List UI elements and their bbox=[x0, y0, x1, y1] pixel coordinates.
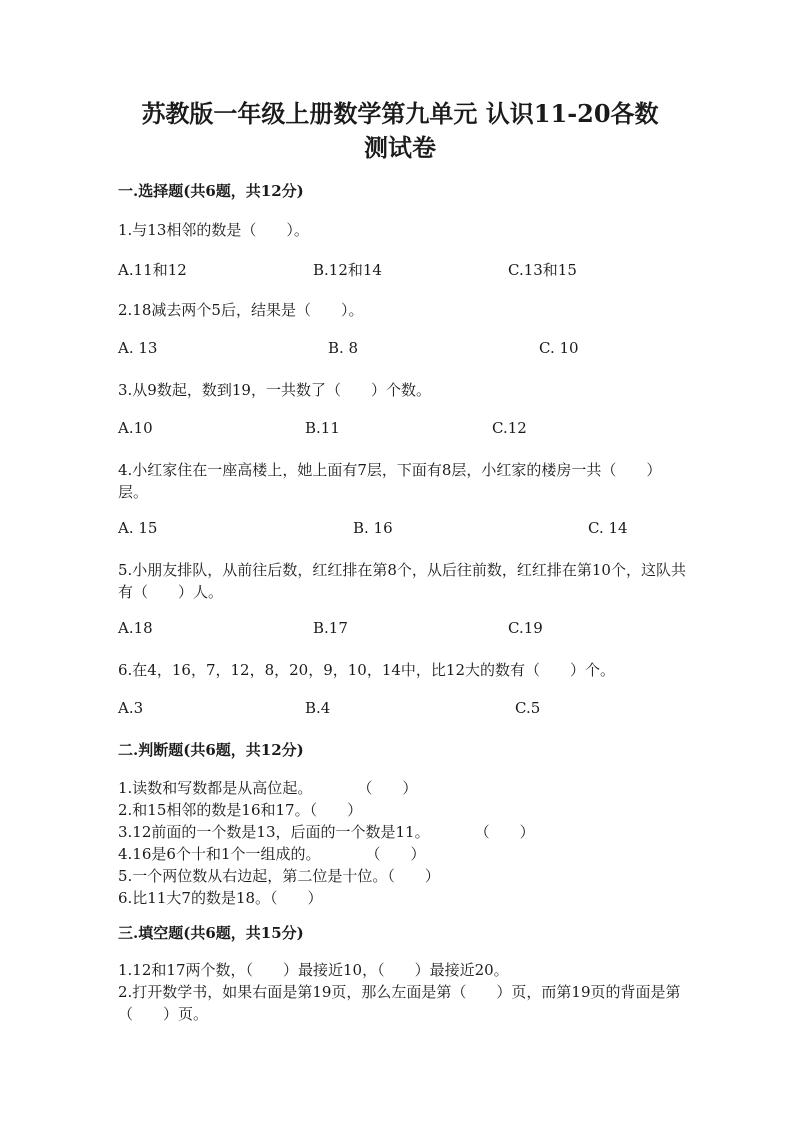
judgment-item: 3.12前面的一个数是13，后面的一个数是11。 （ ） bbox=[118, 823, 535, 841]
question-text: 4.小红家住在一座高楼上，她上面有7层，下面有8层，小红家的楼房一共（ ）层。 bbox=[118, 461, 662, 501]
section-heading-fill: 三.填空题(共6题，共15分) bbox=[118, 924, 304, 942]
option-b: B.4 bbox=[305, 699, 331, 717]
question-text: 3.从9数起，数到19，一共数了（ ）个数。 bbox=[118, 381, 431, 399]
question-text: 2.18减去两个5后，结果是（ ）。 bbox=[118, 301, 364, 319]
option-c: C.19 bbox=[508, 619, 543, 637]
option-a: A.3 bbox=[118, 699, 144, 717]
option-b: B.11 bbox=[305, 419, 340, 437]
judgment-item: 4.16是6个十和1个一组成的。 （ ） bbox=[118, 845, 426, 863]
option-b: B.17 bbox=[313, 619, 348, 637]
judgment-item: 2.和15相邻的数是16和17。（ ） bbox=[118, 801, 363, 819]
judgment-item: 6.比11大7的数是18。（ ） bbox=[118, 889, 323, 907]
option-a: A. 13 bbox=[118, 339, 158, 357]
option-b: B. 16 bbox=[353, 519, 393, 537]
option-c: C.5 bbox=[515, 699, 541, 717]
fill-item: 2.打开数学书，如果右面是第19页，那么左面是第（ ）页，而第19页的背面是第（ ）页。 bbox=[118, 983, 681, 1023]
option-c: C.12 bbox=[492, 419, 527, 437]
question-text: 1.与13相邻的数是（ ）。 bbox=[118, 221, 309, 239]
option-b: B.12和14 bbox=[313, 261, 382, 279]
option-c: C. 14 bbox=[588, 519, 628, 537]
judgment-item: 5.一个两位数从右边起，第二位是十位。（ ） bbox=[118, 867, 440, 885]
judgment-item: 1.读数和写数都是从高位起。 （ ） bbox=[118, 779, 418, 797]
option-b: B. 8 bbox=[328, 339, 359, 357]
option-a: A.18 bbox=[118, 619, 153, 637]
option-a: A. 15 bbox=[118, 519, 158, 537]
section-heading-choice: 一.选择题(共6题，共12分) bbox=[118, 182, 304, 200]
page-title-line2: 测试卷 bbox=[364, 133, 436, 162]
question-text: 6.在4，16，7，12，8，20，9，10，14中，比12大的数有（ ）个。 bbox=[118, 661, 616, 679]
option-a: A.10 bbox=[118, 419, 153, 437]
option-c: C.13和15 bbox=[508, 261, 577, 279]
page-title: 苏教版一年级上册数学第九单元 认识11-20各数 bbox=[141, 99, 659, 128]
option-c: C. 10 bbox=[539, 339, 579, 357]
fill-item: 1.12和17两个数，（ ）最接近10，（ ）最接近20。 bbox=[118, 961, 509, 979]
question-text: 5.小朋友排队，从前往后数，红红排在第8个，从后往前数，红红排在第10个，这队共有（ ）人。 bbox=[118, 561, 686, 601]
section-heading-judgment: 二.判断题(共6题，共12分) bbox=[118, 741, 304, 759]
option-a: A.11和12 bbox=[118, 261, 187, 279]
